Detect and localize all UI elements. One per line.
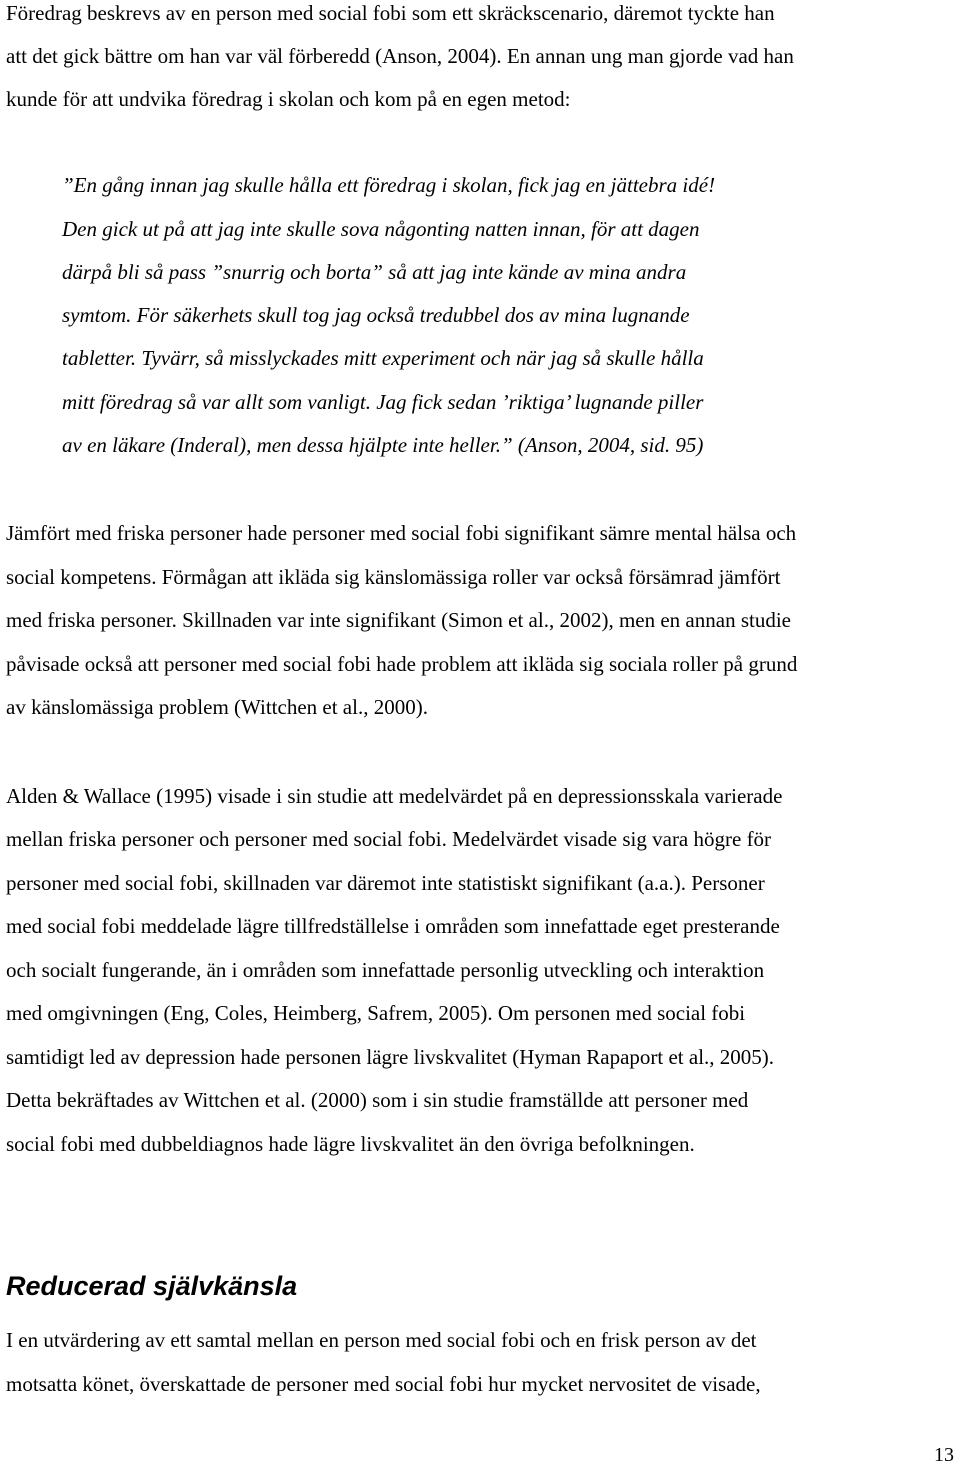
page-number: 13 <box>934 1444 954 1466</box>
quote-line: tabletter. Tyvärr, så misslyckades mitt experiment och när jag så skulle hålla <box>62 346 704 370</box>
text-line: kunde för att undvika föredrag i skolan och kom på en egen metod: <box>6 87 571 111</box>
section-heading: Reducerad självkänsla <box>6 1271 298 1301</box>
text-line: av känslomässiga problem (Wittchen et al., 2000). <box>6 695 428 719</box>
text-line: personer med social fobi, skillnaden var däremot inte statistiskt signifikant (a.a.). Personer <box>6 871 765 895</box>
text-line: och socialt fungerande, än i områden som innefattade personlig utveckling och interaktion <box>6 958 765 982</box>
text-line: Detta bekräftades av Wittchen et al. (2000) som i sin studie framställde att personer med <box>6 1088 749 1112</box>
text-line: social fobi med dubbeldiagnos hade lägre livskvalitet än den övriga befolkningen. <box>6 1132 695 1156</box>
quote-line: därpå bli så pass ”snurrig och borta” så att jag inte kände av mina andra <box>62 260 687 284</box>
text-line: social kompetens. Förmågan att ikläda sig känslomässiga roller var också försämrad jämfört <box>6 565 781 589</box>
quote-line: Den gick ut på att jag inte skulle sova någonting natten innan, för att dagen <box>62 217 700 241</box>
text-line: motsatta könet, överskattade de personer med social fobi hur mycket nervositet de visade, <box>6 1372 761 1396</box>
text-line: Föredrag beskrevs av en person med social fobi som ett skräckscenario, däremot tyckte han <box>6 1 775 25</box>
text-line: med omgivningen (Eng, Coles, Heimberg, Safrem, 2005). Om personen med social fobi <box>6 1001 746 1025</box>
text-line: att det gick bättre om han var väl förberedd (Anson, 2004). En annan ung man gjorde vad han <box>6 44 794 68</box>
quote-line: ”En gång innan jag skulle hålla ett föredrag i skolan, fick jag en jättebra idé! <box>62 173 716 197</box>
quote-line: symtom. För säkerhets skull tog jag också tredubbel dos av mina lugnande <box>62 303 690 327</box>
text-line: med friska personer. Skillnaden var inte signifikant (Simon et al., 2002), men en annan studie <box>6 608 791 632</box>
text-line: Jämfört med friska personer hade personer med social fobi signifikant sämre mental hälsa och <box>6 521 797 545</box>
quote-line: av en läkare (Inderal), men dessa hjälpte inte heller.” (Anson, 2004, sid. 95) <box>62 433 704 457</box>
text-line: Alden & Wallace (1995) visade i sin studie att medelvärdet på en depressionsskala varierade <box>6 784 783 808</box>
text-line: I en utvärdering av ett samtal mellan en person med social fobi och en frisk person av det <box>6 1328 757 1352</box>
quote-line: mitt föredrag så var allt som vanligt. Jag fick sedan ’riktiga’ lugnande piller <box>62 390 704 414</box>
text-line: med social fobi meddelade lägre tillfredställelse i områden som innefattade eget presterande <box>6 914 780 938</box>
text-line: mellan friska personer och personer med social fobi. Medelvärdet visade sig vara högre för <box>6 827 772 851</box>
text-line: påvisade också att personer med social fobi hade problem att ikläda sig sociala roller på grund <box>6 652 798 676</box>
text-line: samtidigt led av depression hade personen lägre livskvalitet (Hyman Rapaport et al., 2005). <box>6 1045 775 1069</box>
